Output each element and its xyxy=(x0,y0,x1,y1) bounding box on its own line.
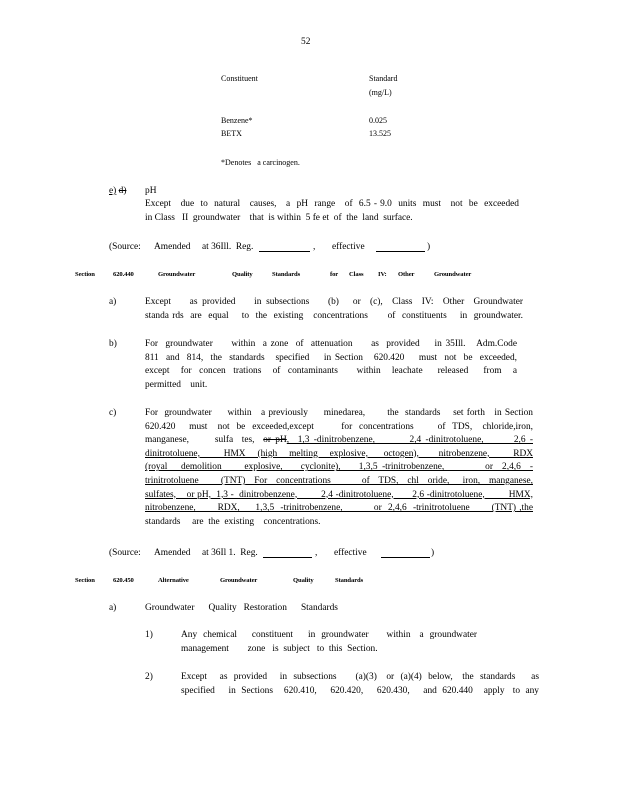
heading-word: Groundwater xyxy=(220,577,258,584)
text-line: 620.420 must not be exceeded,except for concentrations of TDS, chloride,iron, xyxy=(145,421,533,432)
table-row-value: 0.025 xyxy=(369,116,387,125)
source-amended: Amended xyxy=(154,548,191,558)
item-marker: 1) xyxy=(145,630,153,640)
text-line-inserted: sulfates, or pH, 1,3 - dinitrobenzene, 2,4 -dinitrotoluene, 2,6 -dinitrotoluene, HMX, xyxy=(145,489,533,500)
item-e-title: pH xyxy=(145,186,157,196)
text-inserted: nitrobenzene, RDX, 1,3,5 -trinitrobenzene, or 2,4,6 -trinitrotoluene (TNT) xyxy=(145,503,517,514)
text-inserted: , 1,3 -dinitrobenzene, 2,4 -dinitrotoluene, 2,6 - xyxy=(286,435,533,446)
text-line xyxy=(145,502,533,516)
heading-word: for xyxy=(330,271,339,278)
effective-blank xyxy=(381,548,430,558)
text-line-inserted: dinitrotoluene, HMX (high melting explosive, octogen), nitrobenzene, RDX xyxy=(145,448,533,459)
source-amended: Amended xyxy=(154,242,191,252)
text-line: standards are the existing concentrations. xyxy=(145,516,321,527)
text-inserted: trinitrotoluene (TNT) xyxy=(145,475,246,486)
heading-word: Alternative xyxy=(158,577,189,584)
heading-word: Other xyxy=(398,271,415,278)
text-line: For groundwater within a zone of attenuation as provided in 35Ill. Adm.Code xyxy=(145,339,517,349)
item-marker: b) xyxy=(109,339,117,349)
text-line: management zone is subject to this Section. xyxy=(181,643,378,654)
item-marker: a) xyxy=(109,603,117,613)
table-row-value: 13.525 xyxy=(369,129,391,138)
heading-word: Section xyxy=(75,577,95,584)
table-header-unit: (mg/L) xyxy=(369,88,392,97)
source-close: ) xyxy=(427,242,431,252)
heading-word: 620.440 xyxy=(113,271,134,278)
heading-word: Groundwater xyxy=(434,271,472,278)
item-marker: a) xyxy=(109,297,117,307)
sec440-a-body xyxy=(145,296,523,323)
heading-word: Quality xyxy=(232,271,253,278)
text-line xyxy=(145,434,533,448)
text-line: specified in Sections 620.410, 620.420, 620.430, and 620.440 apply to any xyxy=(181,685,539,696)
text-line: except for concen trations of contaminants within leachate released from a xyxy=(145,366,517,377)
source-note xyxy=(109,547,141,560)
heading-word: Class xyxy=(349,271,364,278)
text-line: Any chemical constituent in groundwater within a groundwater xyxy=(181,630,477,640)
table-row-name: BETX xyxy=(221,129,242,138)
item-e-marker xyxy=(109,185,126,198)
text-line: standa rds are equal to the existing concentrations of constituents in groundwater. xyxy=(145,310,523,321)
text-inserted: ,the xyxy=(516,503,533,514)
heading-word: Groundwater xyxy=(158,271,196,278)
text-line: Except as provided in subsections (b) or (c), Class IV: Other Groundwater xyxy=(145,297,523,307)
sec440-b-body xyxy=(145,338,517,392)
source-effective: effective xyxy=(334,548,367,558)
page-number: 52 xyxy=(301,37,311,47)
source-label: (Source: xyxy=(109,548,141,558)
heading-word: Standards xyxy=(335,577,364,584)
text-line xyxy=(145,475,533,489)
item-marker: c) xyxy=(109,408,117,418)
table-header-standard: Standard xyxy=(369,74,398,83)
text-line: Except as provided in subsections (a)(3) or (a)(4) below, the standards as xyxy=(181,672,539,682)
source-comma: , xyxy=(313,242,316,252)
heading-word: Section xyxy=(75,271,95,278)
heading-word: Quality xyxy=(293,577,314,584)
text-inserted: For concentrations of TDS, chl oride, iron, manganese, xyxy=(245,475,533,486)
source-reg: at 36Ill. Reg. xyxy=(202,242,254,252)
text-line: 811 and 814, the standards specified in Section 620.420 must not be exceeded, xyxy=(145,352,517,363)
marker-new: e) xyxy=(109,186,117,196)
sec450-a2-body xyxy=(181,671,539,698)
source-comma: , xyxy=(315,548,318,558)
sec450-a1-body xyxy=(181,629,477,656)
table-footnote: *Denotes a carcinogen. xyxy=(221,158,300,167)
reg-blank xyxy=(259,242,310,252)
text-line: For groundwater within a previously minedarea, the standards set forth in Section xyxy=(145,408,533,418)
source-note xyxy=(109,241,141,254)
text-deleted: or pH xyxy=(263,435,287,446)
heading-word: Standards xyxy=(272,271,301,278)
sec450-a-title: Groundwater Quality Restoration Standards xyxy=(145,603,338,613)
source-label: (Source: xyxy=(109,242,141,252)
text-plain: manganese, sulfa tes, xyxy=(145,435,264,446)
source-effective: effective xyxy=(332,242,365,252)
heading-word: IV: xyxy=(378,271,387,278)
item-e-body xyxy=(145,198,519,225)
source-reg: at 36Il 1. Reg. xyxy=(202,548,258,558)
text-line-inserted: (royal demolition explosive, cyclonite), 1,3,5 -trinitrobenzene, or 2,4,6 - xyxy=(145,462,533,473)
text-line: permitted unit. xyxy=(145,379,208,390)
text-line: in Class II groundwater that is within 5 fe et of the land surface. xyxy=(145,212,413,223)
table-row-name: Benzene* xyxy=(221,116,253,125)
heading-word: 620.450 xyxy=(113,577,134,584)
marker-deleted: d) xyxy=(118,186,127,196)
reg-blank xyxy=(263,548,312,558)
effective-blank xyxy=(376,242,425,252)
text-line: Except due to natural causes, a pH range of 6.5 - 9.0 units must not be exceeded xyxy=(145,199,519,209)
source-close: ) xyxy=(431,548,435,558)
item-marker: 2) xyxy=(145,672,153,682)
table-header-constituent: Constituent xyxy=(221,74,258,83)
sec440-c-body xyxy=(145,407,533,529)
